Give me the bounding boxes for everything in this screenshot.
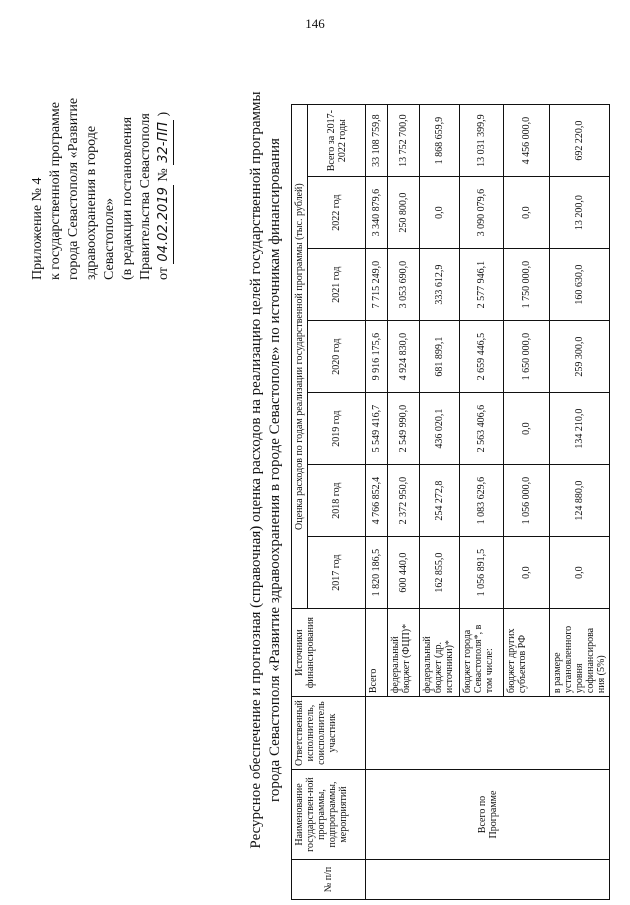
header-year: 2019 год xyxy=(308,393,366,465)
program-name: Всего по Программе xyxy=(366,770,610,860)
source-cell: бюджет города Севастополя*, в том числе: xyxy=(460,609,504,697)
executor-cell xyxy=(366,697,610,770)
value-cell: 600 440,0 xyxy=(388,537,420,609)
from-prefix: от xyxy=(156,267,171,280)
header-year: 2018 год xyxy=(308,465,366,537)
source-cell: федеральный бюджет (ФЦП)* xyxy=(388,609,420,697)
document-title xyxy=(247,40,285,900)
appendix-signature-line xyxy=(155,40,174,280)
value-cell: 1 750 000,0 xyxy=(504,249,550,321)
value-cell: 3 090 079,6 xyxy=(460,177,504,249)
header-estimate: Оценка расходов по годам реализации государственной программы (тыс. рублей) xyxy=(292,105,308,609)
value-cell: 4 766 852,4 xyxy=(366,465,388,537)
header-executor: Ответственный исполнитель, соисполнитель участник xyxy=(292,697,366,770)
value-cell: 436 020,1 xyxy=(420,393,460,465)
appendix-block xyxy=(29,40,174,280)
value-cell: 1 820 186,5 xyxy=(366,537,388,609)
row-num-cell xyxy=(366,860,610,900)
value-cell: 124 880,0 xyxy=(550,465,610,537)
value-cell-total: 1 868 659,9 xyxy=(420,105,460,177)
value-cell: 3 340 879,6 xyxy=(366,177,388,249)
appendix-line: к государственной программе xyxy=(48,102,63,280)
table-row xyxy=(366,105,388,900)
value-cell: 681 899,1 xyxy=(420,321,460,393)
value-cell: 160 630,0 xyxy=(550,249,610,321)
source-cell: федеральный бюджет (др. источники)* xyxy=(420,609,460,697)
header-name: Наименование государствен-ной программы, подпрограммы, мероприятий xyxy=(292,770,366,860)
value-cell: 259 300,0 xyxy=(550,321,610,393)
value-cell: 0,0 xyxy=(550,537,610,609)
value-cell: 2 577 946,1 xyxy=(460,249,504,321)
value-cell: 4 924 830,0 xyxy=(388,321,420,393)
value-cell: 2 563 406,6 xyxy=(460,393,504,465)
header-year: 2020 год xyxy=(308,321,366,393)
value-cell: 0,0 xyxy=(504,177,550,249)
value-cell: 3 053 690,0 xyxy=(388,249,420,321)
value-cell: 1 056 891,5 xyxy=(460,537,504,609)
header-row xyxy=(292,105,308,900)
appendix-line: здравоохранения в городе xyxy=(84,125,99,280)
rotated-page-content xyxy=(15,40,615,900)
value-cell-total: 33 108 759,8 xyxy=(366,105,388,177)
appendix-line: города Севастополя «Развитие xyxy=(66,97,81,280)
value-cell: 1 056 000,0 xyxy=(504,465,550,537)
header-year-total: Всего за 2017-2022 годы xyxy=(308,105,366,177)
appendix-line: Приложение № 4 xyxy=(30,177,45,280)
financing-table xyxy=(291,104,610,900)
header-num: № п/п xyxy=(292,860,366,900)
header-source: Источники финансирования xyxy=(292,609,366,697)
resolution-date: 04.02.2019 xyxy=(155,185,174,263)
title-line-1: Ресурсное обеспечение и прогнозная (справочная) оценка расходов на реализацию целей государственной программы xyxy=(248,91,264,849)
appendix-line: Севастополе» xyxy=(102,197,117,280)
header-year: 2022 год xyxy=(308,177,366,249)
header-year: 2021 год xyxy=(308,249,366,321)
title-line-2: города Севастополя «Развитие здравоохранения в городе Севастополе» по источникам финансирования xyxy=(267,138,283,802)
value-cell: 0,0 xyxy=(420,177,460,249)
source-cell: в размере установленного уровня софинансирова ния (5%) xyxy=(550,609,610,697)
source-cell: бюджет других субъектов РФ xyxy=(504,609,550,697)
closing-paren: ) xyxy=(156,111,171,117)
value-cell: 0,0 xyxy=(504,537,550,609)
value-cell: 7 715 249,0 xyxy=(366,249,388,321)
value-cell: 1 083 629,6 xyxy=(460,465,504,537)
header-year: 2017 год xyxy=(308,537,366,609)
value-cell: 162 855,0 xyxy=(420,537,460,609)
value-cell: 250 800,0 xyxy=(388,177,420,249)
appendix-line: (в редакции постановления xyxy=(120,116,135,280)
value-cell: 2 549 990,0 xyxy=(388,393,420,465)
value-cell: 9 916 175,6 xyxy=(366,321,388,393)
page-number: 146 xyxy=(305,16,325,31)
value-cell-total: 13 031 399,9 xyxy=(460,105,504,177)
value-cell: 0,0 xyxy=(504,393,550,465)
value-cell: 5 549 416,7 xyxy=(366,393,388,465)
value-cell: 333 612,9 xyxy=(420,249,460,321)
appendix-line: Правительства Севастополя xyxy=(138,113,153,280)
value-cell: 134 210,0 xyxy=(550,393,610,465)
value-cell: 2 659 446,5 xyxy=(460,321,504,393)
value-cell: 254 272,8 xyxy=(420,465,460,537)
value-cell: 13 200,0 xyxy=(550,177,610,249)
resolution-number: 32-ПП xyxy=(155,120,174,165)
number-prefix: № xyxy=(156,168,171,182)
value-cell: 1 650 000,0 xyxy=(504,321,550,393)
value-cell-total: 13 752 700,0 xyxy=(388,105,420,177)
value-cell-total: 692 220,0 xyxy=(550,105,610,177)
source-cell: Всего xyxy=(366,609,388,697)
value-cell-total: 4 456 000,0 xyxy=(504,105,550,177)
value-cell: 2 372 950,0 xyxy=(388,465,420,537)
